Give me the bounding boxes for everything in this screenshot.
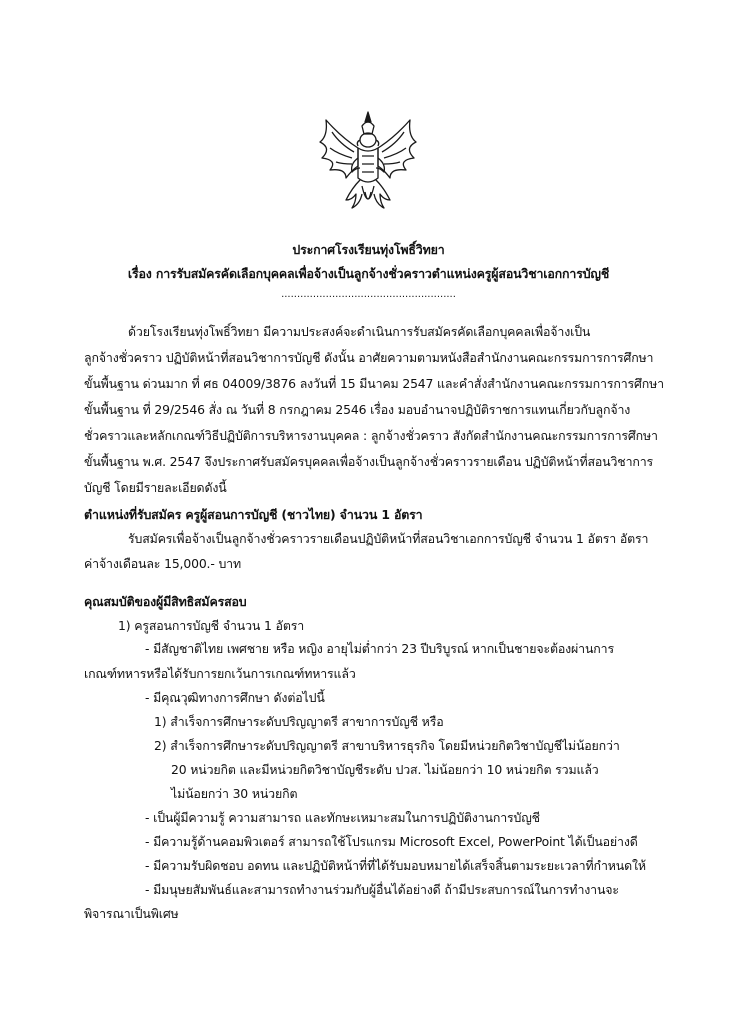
education-option-1: 1) สำเร็จการศึกษาระดับปริญญาตรี สาขาการบัญชี หรือ [154, 714, 444, 729]
qualifications-heading: คุณสมบัติของผู้มีสิทธิสมัครสอบ [84, 594, 247, 609]
position-line-2: ค่าจ้างเดือนละ 15,000.- บาท [84, 556, 241, 571]
qualification-relations-line-1: - มีมนุษยสัมพันธ์และสามารถทำงานร่วมกับผู้อื่นได้อย่างดี ถ้ามีประสบการณ์ในการทำงานจะ [145, 882, 619, 897]
intro-line-6: ขั้นพื้นฐาน พ.ศ. 2547 จึงประกาศรับสมัครบุคคลเพื่อจ้างเป็นลูกจ้างชั่วคราวรายเดือน ปฏิบัติหน้าที่สอนวิชาการ [84, 454, 654, 469]
intro-line-3: ขั้นพื้นฐาน ด่วนมาก ที่ ศธ 04009/3876 ลงวันที่ 15 มีนาคม 2547 และคำสั่งสำนักงานคณะกรรมการการศึกษา [84, 376, 664, 391]
qualification-relations-line-2: พิจารณาเป็นพิเศษ [84, 906, 179, 921]
position-heading: ตำแหน่งที่รับสมัคร ครูผู้สอนการบัญชี (ชาวไทย) จำนวน 1 อัตรา [84, 507, 423, 522]
qualification-computer: - มีความรู้ด้านคอมพิวเตอร์ สามารถใช้โปรแกรม Microsoft Excel, PowerPoint ได้เป็นอย่างดี [145, 834, 638, 849]
nationality-line-1: - มีสัญชาติไทย เพศชาย หรือ หญิง อายุไม่ต่ำกว่า 23 ปีบริบูรณ์ หากเป็นชายจะต้องผ่านการ [145, 641, 614, 656]
qualification-skills: - เป็นผู้มีความรู้ ความสามารถ และทักษะเหมาะสมในการปฏิบัติงานการบัญชี [145, 810, 540, 825]
intro-line-2: ลูกจ้างชั่วคราว ปฏิบัติหน้าที่สอนวิชาการบัญชี ดังนั้น อาศัยความตามหนังสือสำนักงานคณะกรรมการการศึกษา [84, 350, 654, 365]
separator-line: ....................................................... [281, 289, 456, 300]
position-line-1: รับสมัครเพื่อจ้างเป็นลูกจ้างชั่วคราวรายเดือนปฏิบัติหน้าที่สอนวิชาเอกการบัญชี จำนวน 1 อัตรา อัตรา [128, 531, 649, 546]
garuda-emblem [312, 108, 424, 220]
education-heading: - มีคุณวุฒิทางการศึกษา ดังต่อไปนี้ [145, 690, 325, 705]
intro-line-4: ขั้นพื้นฐาน ที่ 29/2546 สั่ง ณ วันที่ 8 กรกฎาคม 2546 เรื่อง มอบอำนาจปฏิบัติราชการแทนเกี่ยวกับลูกจ้าง [84, 402, 631, 417]
intro-line-5: ชั่วคราวและหลักเกณฑ์วิธีปฏิบัติการบริหารงานบุคคล : ลูกจ้างชั่วคราว สังกัดสำนักงานคณะกรรมการการศึกษา [84, 428, 658, 443]
education-option-2-line-1: 2) สำเร็จการศึกษาระดับปริญญาตรี สาขาบริหารธุรกิจ โดยมีหน่วยกิตวิชาบัญชีไม่น้อยกว่า [154, 738, 620, 753]
nationality-line-2: เกณฑ์ทหารหรือได้รับการยกเว้นการเกณฑ์ทหารแล้ว [84, 666, 356, 681]
announcement-title: ประกาศโรงเรียนทุ่งโพธิ์วิทยา [292, 242, 445, 257]
intro-line-7: บัญชี โดยมีรายละเอียดดังนี้ [84, 480, 227, 495]
education-option-2-line-3: ไม่น้อยกว่า 30 หน่วยกิต [171, 786, 298, 801]
education-option-2-line-2: 20 หน่วยกิต และมีหน่วยกิตวิชาบัญชีระดับ ปวส. ไม่น้อยกว่า 10 หน่วยกิต รวมแล้ว [171, 762, 599, 777]
qualification-item-1: 1) ครูสอนการบัญชี จำนวน 1 อัตรา [118, 618, 305, 633]
announcement-subject: เรื่อง การรับสมัครคัดเลือกบุคคลเพื่อจ้างเป็นลูกจ้างชั่วคราวตำแหน่งครูผู้สอนวิชาเอกการบัญชี [127, 266, 610, 281]
intro-line-1: ด้วยโรงเรียนทุ่งโพธิ์วิทยา มีความประสงค์จะดำเนินการรับสมัครคัดเลือกบุคคลเพื่อจ้างเป็น [128, 324, 591, 339]
qualification-responsibility: - มีความรับผิดชอบ อดทน และปฏิบัติหน้าที่ที่ได้รับมอบหมายได้เสร็จสิ้นตามระยะเวลาที่กำหนดให้ [145, 858, 646, 873]
